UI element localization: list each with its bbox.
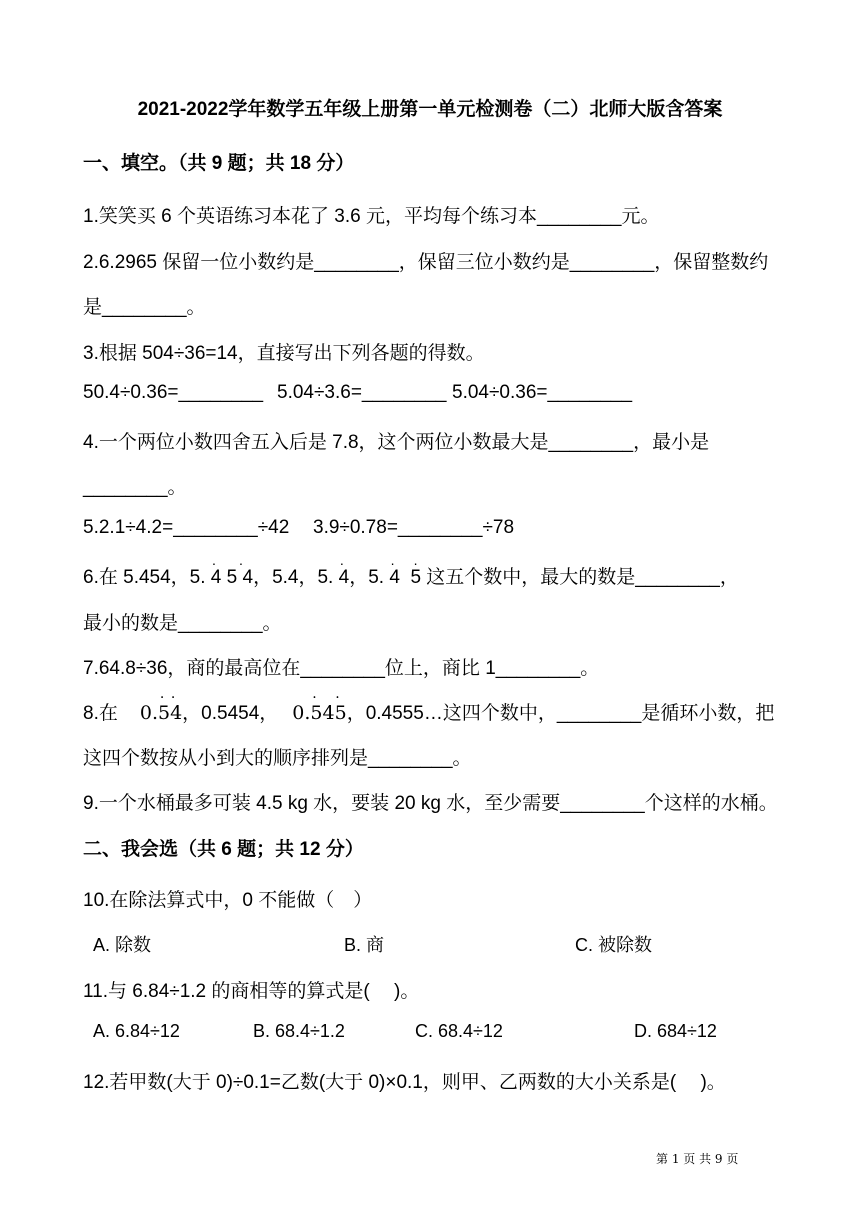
question-9: 9.一个水桶最多可装 4.5 kg 水，要装 20 kg 水，至少需要________个这样的水桶。: [83, 793, 778, 814]
repeating-number-1: [189, 555, 254, 589]
question-8-mid-1: ，0.5454，: [182, 703, 279, 724]
question-1: 1.笑笑买 6 个英语练习本花了 3.6 元，平均每个练习本________元。: [83, 206, 660, 227]
page-number-footer: 第 1 页 共 9 页: [656, 1152, 739, 1166]
repeat-dot: ·: [211, 555, 217, 571]
question-6-line-1: [83, 555, 739, 589]
repeating-number-2: [317, 555, 350, 589]
question-11-option-a: A. 6.84÷12: [93, 1021, 180, 1041]
repeating-number-3: [368, 555, 422, 589]
question-3-item-a: 50.4÷0.36=________: [83, 382, 264, 403]
question-8-line-2: 这四个数按从小到大的顺序排列是________。: [83, 748, 472, 769]
question-11-option-b: B. 68.4÷1.2: [253, 1021, 345, 1041]
question-11: 11.与 6.84÷1.2 的商相等的算式是( )。: [83, 981, 420, 1002]
repeat-dot: ·: [413, 555, 418, 571]
question-11-option-d: D. 684÷12: [634, 1021, 717, 1041]
repeating-number-5-text: 0.545: [292, 702, 347, 724]
question-4-line-1: 4.一个两位小数四舍五入后是 7.8，这个两位小数最大是________，最小是: [83, 432, 710, 453]
repeat-dot: ·: [335, 690, 340, 706]
question-6-mid-1: ，5.4，: [253, 567, 318, 588]
question-5-item-b: 3.9÷0.78=________÷78: [313, 517, 515, 538]
question-3-item-b: 5.04÷3.6=________: [277, 382, 447, 403]
question-6-suffix: 这五个数中，最大的数是________，: [421, 567, 739, 588]
repeat-dot: ·: [390, 555, 395, 571]
question-6-mid-2: ，: [349, 567, 369, 588]
repeating-number-4: [139, 690, 183, 724]
question-10-option-a: A. 除数: [93, 935, 152, 955]
question-3-item-c: 5.04÷0.36=________: [452, 382, 633, 403]
section-fill-blank-heading: 一、填空。（共 9 题；共 18 分）: [83, 153, 355, 174]
repeating-number-1-text: 5. 4 5 4: [189, 567, 254, 588]
repeating-number-2-text: 5. 4: [317, 567, 350, 588]
question-5-item-a: 5.2.1÷4.2=________÷42: [83, 517, 290, 538]
repeating-number-4-text: 0.54: [139, 702, 183, 724]
question-7: 7.64.8÷36，商的最高位在________位上，商比 1________。: [83, 658, 600, 679]
section-choice-heading: 二、我会选（共 6 题；共 12 分）: [83, 839, 364, 860]
repeat-dot: ·: [339, 555, 345, 571]
question-8-suffix: ，0.4555…这四个数中，________是循环小数，把: [346, 703, 775, 724]
repeat-dot: ·: [159, 690, 165, 706]
question-10-option-b: B. 商: [344, 935, 385, 955]
question-12: 12.若甲数(大于 0)÷0.1=乙数(大于 0)×0.1，则甲、乙两数的大小关系是( )。: [83, 1072, 726, 1093]
question-2-line-1: 2.6.2965 保留一位小数约是________，保留三位小数约是________，保留整数约: [83, 252, 769, 273]
repeat-dot: ·: [312, 690, 317, 706]
question-8-prefix: 8.在: [83, 703, 118, 724]
repeating-number-5: [292, 690, 347, 724]
question-6-line-2: 最小的数是________。: [83, 613, 282, 634]
repeating-number-3-text: 5. 4 5: [368, 567, 422, 588]
document-title: 2021-2022学年数学五年级上册第一单元检测卷（二）北师大版含答案: [137, 99, 723, 120]
question-3: 3.根据 504÷36=14，直接写出下列各题的得数。: [83, 343, 485, 364]
repeat-dot: ·: [170, 690, 176, 706]
question-10: 10.在除法算式中，0 不能做（ ）: [83, 890, 373, 911]
repeat-dot: ·: [238, 555, 244, 571]
question-6-prefix: 6.在 5.454，: [83, 567, 190, 588]
question-2-line-2: 是________。: [83, 297, 206, 318]
question-4-line-2: ________。: [83, 477, 187, 498]
question-8-line-1: [83, 690, 775, 725]
question-10-option-c: C. 被除数: [575, 935, 653, 955]
question-11-option-c: C. 68.4÷12: [415, 1021, 503, 1041]
